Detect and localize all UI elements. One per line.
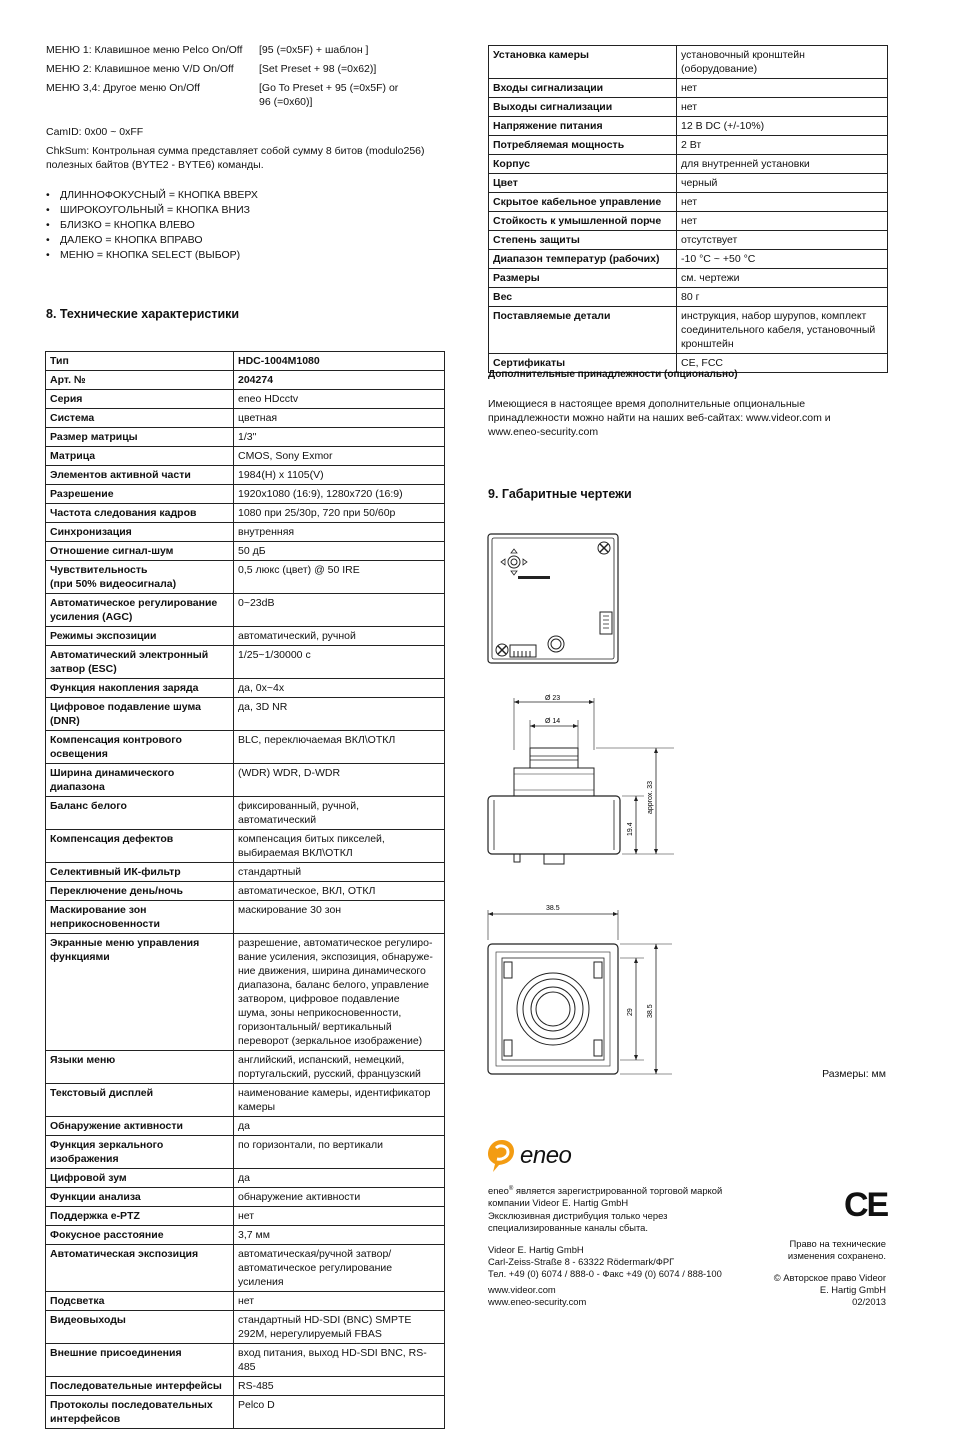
dim-w385: 38.5 [546, 905, 560, 912]
connector-side [600, 612, 612, 634]
spec-row [489, 136, 888, 155]
spec-row [46, 1292, 445, 1311]
spec-value: отсутствует [677, 231, 888, 250]
eneo-logo-icon [486, 1138, 516, 1174]
dims-unit-note: Размеры: мм [822, 1068, 886, 1080]
spec-row [489, 288, 888, 307]
spec-value: нет [234, 1292, 445, 1311]
bullet-item: • ДЛИННОФОКУСНЫЙ = КНОПКА ВВЕРХ [46, 188, 426, 203]
spec-value: нет [677, 193, 888, 212]
bullet-list [46, 188, 426, 263]
spec-key: Экранные меню управления функциями [46, 934, 234, 1051]
spec-key: Видеовыходы [46, 1311, 234, 1344]
spec-value: стандартный HD-SDI (BNC) SMPTE 292M, нерегулируемый FBAS [234, 1311, 445, 1344]
spec-row [489, 250, 888, 269]
spec-row [46, 627, 445, 646]
spec-value: да [234, 1169, 445, 1188]
spec-value: да, 0x~4x [234, 679, 445, 698]
spec-key: Чувствительность (при 50% видеосигнала) [46, 561, 234, 594]
spec-row [46, 409, 445, 428]
spec-key: Функция зеркального изображения [46, 1136, 234, 1169]
bullet-item: • МЕНЮ = КНОПКА SELECT (ВЫБОР) [46, 248, 426, 263]
spec-key: Размер матрицы [46, 428, 234, 447]
spec-value: обнаружение активности [234, 1188, 445, 1207]
spec-value: -10 °C ~ +50 °C [677, 250, 888, 269]
menu-line [46, 81, 446, 109]
spec-key: Внешние присоединения [46, 1344, 234, 1377]
footer-trademark [488, 1183, 738, 1209]
spec-key: Тип [46, 352, 234, 371]
spec-key: Автоматическое регулирование усиления (AGC) [46, 594, 234, 627]
spec-key: Напряжение питания [489, 117, 677, 136]
bullet-item: • БЛИЗКО = КНОПКА ВЛЕВО [46, 218, 426, 233]
spec-row [489, 174, 888, 193]
spec-value: CE, FCC [677, 354, 888, 373]
spec-row [46, 1117, 445, 1136]
spec-value: 0,5 люкс (цвет) @ 50 IRE [234, 561, 445, 594]
spec-value: наименование камеры, идентификатор камеры [234, 1084, 445, 1117]
spec-key: Размеры [489, 269, 677, 288]
spec-key: Протоколы последовательных интерфейсов [46, 1396, 234, 1429]
spec-key: Синхронизация [46, 523, 234, 542]
lens-outer [517, 973, 589, 1045]
spec-value: инструкция, набор шурупов, комплект соединительного кабеля, установочный кронштейн [677, 307, 888, 354]
section-8-title: 8. Технические характеристики [46, 307, 240, 321]
spec-key: Частота следования кадров [46, 504, 234, 523]
menu-line [46, 62, 446, 81]
spec-key: Цифровое подавление шума (DNR) [46, 698, 234, 731]
spec-row [46, 594, 445, 627]
spec-key: Разрешение [46, 485, 234, 504]
housing-inner [492, 538, 614, 659]
spec-value: вход питания, выход HD-SDI BNC, RS-485 [234, 1344, 445, 1377]
side-view-drawing [486, 690, 676, 870]
spec-value: внутренняя [234, 523, 445, 542]
rear-view-drawing [486, 532, 622, 666]
spec-row [46, 863, 445, 882]
accessories-text: Имеющиеся в настоящее время дополнительные опциональные принадлежности можно найти на наших веб-сайтах: www.videor.com и www.eneo-security.com [488, 398, 831, 439]
spec-key: Сертификаты [489, 354, 677, 373]
spec-key: Маскирование зон неприкосновенности [46, 901, 234, 934]
spec-value: стандартный [234, 863, 445, 882]
bullet-item: • ШИРОКОУГОЛЬНЫЙ = КНОПКА ВНИЗ [46, 203, 426, 218]
menu-line-value: [95 (=0x5F) + шаблон ] [259, 44, 369, 56]
spec-value: да [234, 1117, 445, 1136]
spec-row [46, 1245, 445, 1292]
spec-value: нет [677, 98, 888, 117]
spec-key: Текстовый дисплей [46, 1084, 234, 1117]
menu-line-value: [Set Preset + 98 (=0x62)] [259, 63, 377, 75]
spec-key: Ширина динамического диапазона [46, 764, 234, 797]
spec-value: черный [677, 174, 888, 193]
spec-key: Переключение день/ночь [46, 882, 234, 901]
spec-key: Вес [489, 288, 677, 307]
spec-key: Арт. № [46, 371, 234, 390]
screw-icon [496, 644, 508, 656]
spec-key: Отношение сигнал-шум [46, 542, 234, 561]
spec-row [46, 731, 445, 764]
spec-key: Серия [46, 390, 234, 409]
footer-copyright: © Авторское право Videor E. Hartig GmbH [773, 1272, 886, 1295]
lens-barrel [530, 748, 578, 768]
spec-row [489, 307, 888, 354]
spec-row [46, 1311, 445, 1344]
spec-row [46, 764, 445, 797]
spec-value: цветная [234, 409, 445, 428]
spec-key: Установка камеры [489, 46, 677, 79]
spec-value: 50 дБ [234, 542, 445, 561]
spec-key: Фокусное расстояние [46, 1226, 234, 1245]
spec-value: 204274 [234, 371, 445, 390]
spec-key: Система [46, 409, 234, 428]
spec-key: Цвет [489, 174, 677, 193]
spec-key: Элементов активной части [46, 466, 234, 485]
spec-row [489, 155, 888, 174]
footer-rights: Право на технические изменения сохранено. [787, 1238, 886, 1261]
spec-row [46, 1207, 445, 1226]
dim-d14: Ø 14 [545, 718, 561, 725]
spec-row [46, 428, 445, 447]
dim-h29: 29 [627, 1008, 634, 1016]
spec-key: Цифровой зум [46, 1169, 234, 1188]
spec-table-right [488, 45, 888, 373]
spec-key: Подсветка [46, 1292, 234, 1311]
spec-row [46, 1344, 445, 1377]
spec-key: Стойкость к умышленной порче [489, 212, 677, 231]
footer-date: 02/2013 [852, 1296, 886, 1307]
footer-distribution: Эксклюзивная дистрибуция только через специализированные каналы сбыта. [488, 1210, 668, 1233]
spec-table-left [45, 351, 445, 1429]
spec-value: 12 В DC (+/-10%) [677, 117, 888, 136]
spec-value: автоматическое, ВКЛ, ОТКЛ [234, 882, 445, 901]
trademark-symbol: ® [508, 1186, 514, 1192]
spec-key: Потребляемая мощность [489, 136, 677, 155]
spec-key: Функции анализа [46, 1188, 234, 1207]
front-housing [488, 944, 618, 1074]
label-strip [518, 576, 550, 579]
spec-key: Поддержка e-PTZ [46, 1207, 234, 1226]
menu-line-value: [Go To Preset + 95 (=0x5F) or 96 (=0x60)] [259, 82, 399, 109]
spec-row [46, 1084, 445, 1117]
spec-value: (WDR) WDR, D-WDR [234, 764, 445, 797]
screw-icon [598, 542, 610, 554]
spec-key: Выходы сигнализации [489, 98, 677, 117]
spec-row [46, 542, 445, 561]
spec-row [489, 231, 888, 250]
joystick-icon [501, 549, 527, 575]
spec-row [489, 46, 888, 79]
menu-line [46, 43, 446, 62]
housing-outline [488, 534, 618, 663]
spec-key: Автоматический электронный затвор (ESC) [46, 646, 234, 679]
spec-row [489, 98, 888, 117]
spec-key: Языки меню [46, 1051, 234, 1084]
spec-row [46, 1396, 445, 1429]
spec-row [46, 1169, 445, 1188]
spec-value: для внутренней установки [677, 155, 888, 174]
spec-value: 2 Вт [677, 136, 888, 155]
footer-web1[interactable]: www.videor.com [488, 1284, 556, 1295]
connector-round [548, 636, 564, 652]
spec-key: Селективный ИК-фильтр [46, 863, 234, 882]
dim-d23: Ø 23 [545, 695, 561, 702]
footer-web2[interactable]: www.eneo-security.com [488, 1296, 587, 1307]
spec-row [46, 466, 445, 485]
spec-value: 1/25~1/30000 с [234, 646, 445, 679]
spec-row [46, 679, 445, 698]
ce-mark: CE [844, 1186, 888, 1224]
spec-row [489, 117, 888, 136]
spec-value: 1984(H) x 1105(V) [234, 466, 445, 485]
spec-key: Баланс белого [46, 797, 234, 830]
bullet-item: • ДАЛЕКО = КНОПКА ВПРАВО [46, 233, 426, 248]
spec-value: HDC-1004M1080 [234, 352, 445, 371]
spec-row [46, 1377, 445, 1396]
spec-value: 1920x1080 (16:9), 1280x720 (16:9) [234, 485, 445, 504]
spec-value: 1080 при 25/30p, 720 при 50/60p [234, 504, 445, 523]
spec-row [46, 646, 445, 679]
spec-value: 1/3" [234, 428, 445, 447]
spec-key: Входы сигнализации [489, 79, 677, 98]
spec-value: CMOS, Sony Exmor [234, 447, 445, 466]
spec-value: фиксированный, ручной, автоматический [234, 797, 445, 830]
section-9-title: 9. Габаритные чертежи [488, 487, 632, 501]
front-view-drawing [486, 900, 676, 1080]
spec-value: 3,7 мм [234, 1226, 445, 1245]
spec-row [46, 797, 445, 830]
trademark-brand: eneo [488, 1185, 509, 1197]
spec-value: Pelco D [234, 1396, 445, 1429]
spec-value: компенсация битых пикселей, выбираемая ВКЛ\ОТКЛ [234, 830, 445, 863]
spec-value: автоматический, ручной [234, 627, 445, 646]
spec-value: да, 3D NR [234, 698, 445, 731]
eneo-logo [486, 1138, 571, 1174]
footer-company: Videor E. Hartig GmbH [488, 1244, 584, 1255]
spec-key: Диапазон температур (рабочих) [489, 250, 677, 269]
dim-approx33: approx. 33 [647, 780, 654, 814]
spec-key: Компенсация контрового освещения [46, 731, 234, 764]
spec-row [46, 352, 445, 371]
spec-row [46, 882, 445, 901]
spec-row [489, 193, 888, 212]
spec-value: BLC, переключаемая ВКЛ\ОТКЛ [234, 731, 445, 764]
trademark-text: является зарегистрированной торговой маркой компании Videor E. Hartig GmbH [488, 1185, 723, 1209]
spec-key: Скрытое кабельное управление [489, 193, 677, 212]
spec-value: английский, испанский, немецкий, португальский, русский, французский [234, 1051, 445, 1084]
spec-key: Степень защиты [489, 231, 677, 250]
spec-key: Поставляемые детали [489, 307, 677, 354]
spec-row [489, 212, 888, 231]
chksum-text: ChkSum: Контрольная сумма представляет собой сумму 8 битов (modulo256) полезных байтов (BYTE2 - BYTE6) команды. [46, 145, 425, 172]
spec-value: 0~23dB [234, 594, 445, 627]
menu-line-label: МЕНЮ 1: Клавишное меню Pelco On/Off [46, 44, 243, 56]
spec-value: 80 г [677, 288, 888, 307]
spec-row [46, 1188, 445, 1207]
spec-value: установочный кронштейн (оборудование) [677, 46, 888, 79]
eneo-logo-text: eneo [520, 1141, 572, 1169]
lens-inner [536, 992, 570, 1026]
camera-body [488, 796, 620, 854]
footer-address: Carl-Zeiss-Straße 8 - 63322 Rödermark/ФРГ [488, 1256, 675, 1267]
spec-value: eneo HDcctv [234, 390, 445, 409]
spec-key: Матрица [46, 447, 234, 466]
spec-value: нет [677, 212, 888, 231]
spec-row [46, 830, 445, 863]
dim-h194: 19.4 [627, 822, 634, 836]
spec-row [46, 1226, 445, 1245]
spec-value: автоматическая/ручной затвор/ автоматическое регулирование усиления [234, 1245, 445, 1292]
spec-value: см. чертежи [677, 269, 888, 288]
spec-key: Обнаружение активности [46, 1117, 234, 1136]
menu-line-label: МЕНЮ 3,4: Другое меню On/Off [46, 82, 200, 94]
menu-block [46, 43, 446, 109]
spec-row [46, 934, 445, 1051]
menu-line-label: МЕНЮ 2: Клавишное меню V/D On/Off [46, 63, 234, 75]
spec-row [46, 485, 445, 504]
spec-row [46, 561, 445, 594]
spec-key: Режимы экспозиции [46, 627, 234, 646]
spec-row [489, 269, 888, 288]
spec-key: Автоматическая экспозиция [46, 1245, 234, 1292]
spec-value: по горизонтали, по вертикали [234, 1136, 445, 1169]
footer-phone: Тел. +49 (0) 6074 / 888-0 - Факс +49 (0) 6074 / 888-100 [488, 1268, 722, 1279]
spec-row [46, 1136, 445, 1169]
spec-key: Функция накопления заряда [46, 679, 234, 698]
spec-row [489, 79, 888, 98]
spec-key: Последовательные интерфейсы [46, 1377, 234, 1396]
spec-row [46, 371, 445, 390]
lens-mount [514, 768, 594, 796]
spec-value: нет [677, 79, 888, 98]
spec-key: Корпус [489, 155, 677, 174]
spec-row [46, 698, 445, 731]
spec-value: RS-485 [234, 1377, 445, 1396]
accessories-title: Дополнительные принадлежности (опционально) [488, 369, 738, 380]
camid-text: CamID: 0x00 ~ 0xFF [46, 126, 144, 138]
spec-row [46, 447, 445, 466]
spec-row [46, 523, 445, 542]
dim-h385: 38.5 [647, 1004, 654, 1018]
spec-value: нет [234, 1207, 445, 1226]
spec-key: Компенсация дефектов [46, 830, 234, 863]
spec-row [46, 901, 445, 934]
spec-row [46, 1051, 445, 1084]
spec-row [46, 504, 445, 523]
spec-value: разрешение, автоматическое регулиро- вание усиления, экспозиция, обнаруже- ние движения, ширина динамического диапазона, баланс белого, управление затвором, цифровое подавление шума, зоны неприкосновенности, горизонтальный/ вертикальный переворот (зеркальное изображение) [234, 934, 445, 1051]
spec-row [46, 390, 445, 409]
spec-value: маскирование 30 зон [234, 901, 445, 934]
